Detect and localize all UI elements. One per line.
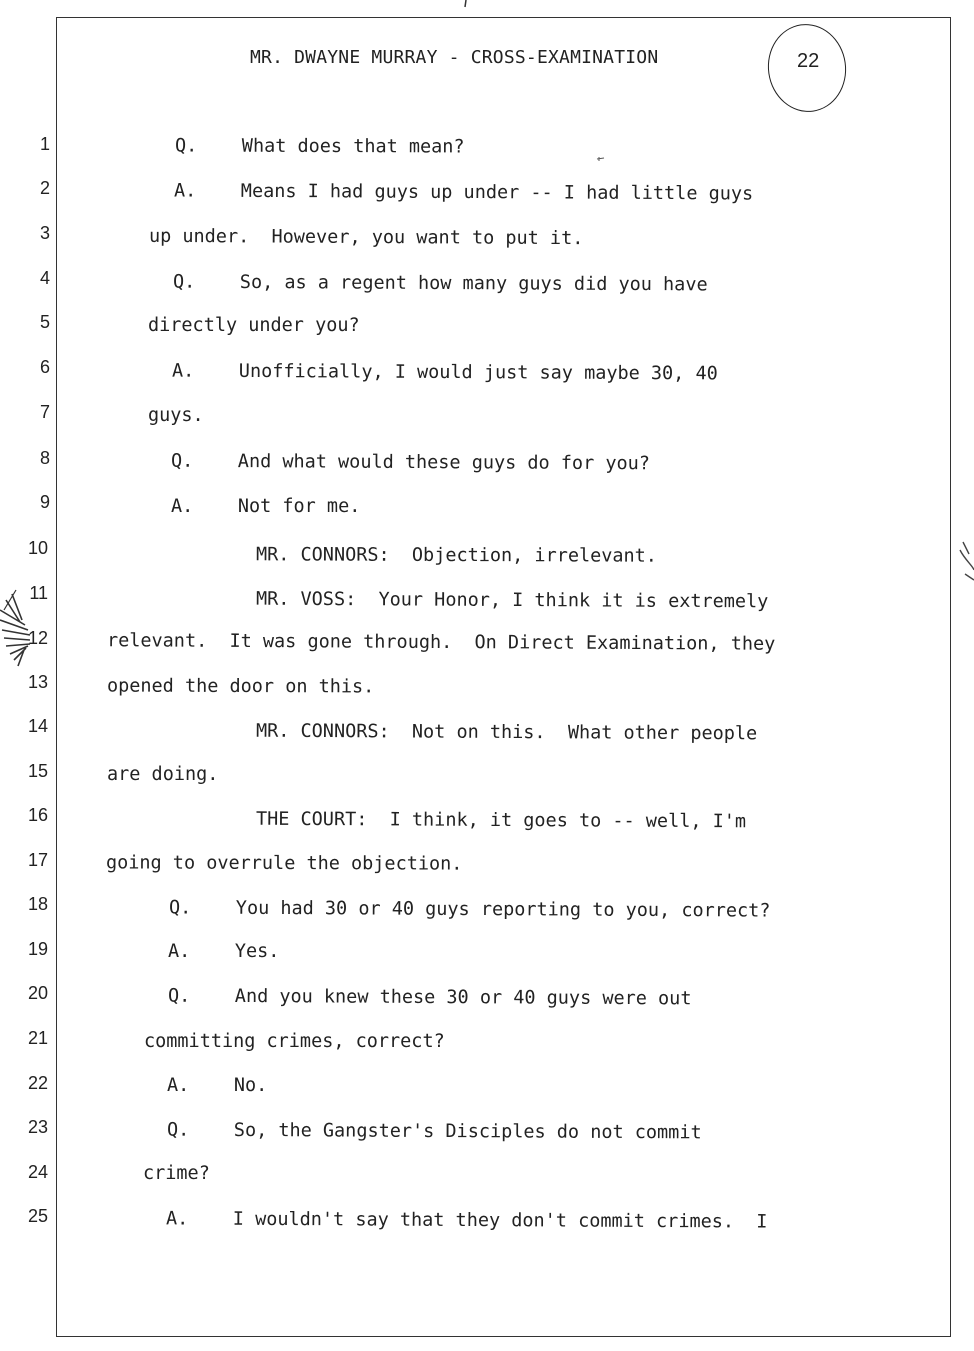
line-number: 7 xyxy=(39,402,50,422)
line-number: 25 xyxy=(27,1206,48,1226)
transcript-line: A. No. xyxy=(167,1075,268,1096)
transcript-line: directly under you? xyxy=(148,315,360,336)
page-number: 22 xyxy=(797,50,820,72)
transcript-line: A. Unofficially, I would just say maybe 30, 40 xyxy=(171,360,718,385)
line-number: 10 xyxy=(27,538,48,558)
transcript-line: Q. And you knew these 30 or 40 guys were out xyxy=(167,985,692,1010)
transcript-line: Q. So, the Gangster's Disciples do not commit xyxy=(166,1119,702,1144)
transcript-line: committing crimes, correct? xyxy=(144,1031,445,1052)
transcript-line: Q. So, as a regent how many guys did you have xyxy=(172,271,708,296)
line-number: 13 xyxy=(27,672,48,692)
line-number: 20 xyxy=(27,983,48,1003)
transcript-line: Q. What does that mean? xyxy=(174,135,465,158)
transcript-line: crime? xyxy=(143,1163,210,1184)
line-number: 2 xyxy=(39,178,50,198)
transcript-line: Q. You had 30 or 40 guys reporting to you, correct? xyxy=(168,897,771,922)
transcript-line: are doing. xyxy=(107,764,219,785)
transcript-line: relevant. It was gone through. On Direct Examination, they xyxy=(106,630,776,655)
transcript-line: guys. xyxy=(148,405,204,426)
line-number: 11 xyxy=(29,583,48,603)
transcript-line: MR. CONNORS: Not on this. What other people xyxy=(255,720,758,745)
margin-mark xyxy=(955,540,974,590)
line-number: 18 xyxy=(27,894,48,914)
line-number: 3 xyxy=(39,223,50,243)
line-number: 16 xyxy=(27,805,48,825)
line-number: 15 xyxy=(27,761,48,781)
line-number: 21 xyxy=(27,1028,48,1048)
transcript-line: Q. And what would these guys do for you? xyxy=(170,450,650,475)
transcript-line: A. Yes. xyxy=(168,941,280,962)
transcript-line: up under. However, you want to put it. xyxy=(148,225,584,250)
margin-scribble xyxy=(0,580,40,700)
line-number: 14 xyxy=(27,716,48,736)
transcript-line: A. Means I had guys up under -- I had little guys xyxy=(173,180,754,205)
line-number: 19 xyxy=(27,939,48,959)
line-number: 23 xyxy=(27,1117,48,1137)
transcript-line: A. I wouldn't say that they don't commit crimes. I xyxy=(165,1208,768,1233)
transcript-line: MR. CONNORS: Objection, irrelevant. xyxy=(255,544,658,567)
line-number: 4 xyxy=(39,268,50,288)
transcript-line: going to overrule the objection. xyxy=(105,852,463,875)
line-number: 22 xyxy=(27,1073,48,1093)
stray-pen-mark xyxy=(596,155,606,163)
pen-mark-top xyxy=(460,0,472,8)
line-number: 17 xyxy=(27,850,48,870)
line-number: 8 xyxy=(39,448,50,468)
line-number: 5 xyxy=(39,312,50,332)
transcript-line: A. Not for me. xyxy=(171,496,361,517)
line-number: 9 xyxy=(39,492,50,512)
line-number: 1 xyxy=(39,134,50,154)
line-number: 6 xyxy=(39,357,50,377)
transcript-line: THE COURT: I think, it goes to -- well, I'm xyxy=(255,808,747,833)
transcript-line: MR. VOSS: Your Honor, I think it is extremely xyxy=(255,588,769,613)
transcript-line: opened the door on this. xyxy=(106,675,375,698)
line-number: 12 xyxy=(27,628,48,648)
line-number: 24 xyxy=(27,1162,48,1182)
header-title: MR. DWAYNE MURRAY - CROSS-EXAMINATION xyxy=(250,47,659,68)
